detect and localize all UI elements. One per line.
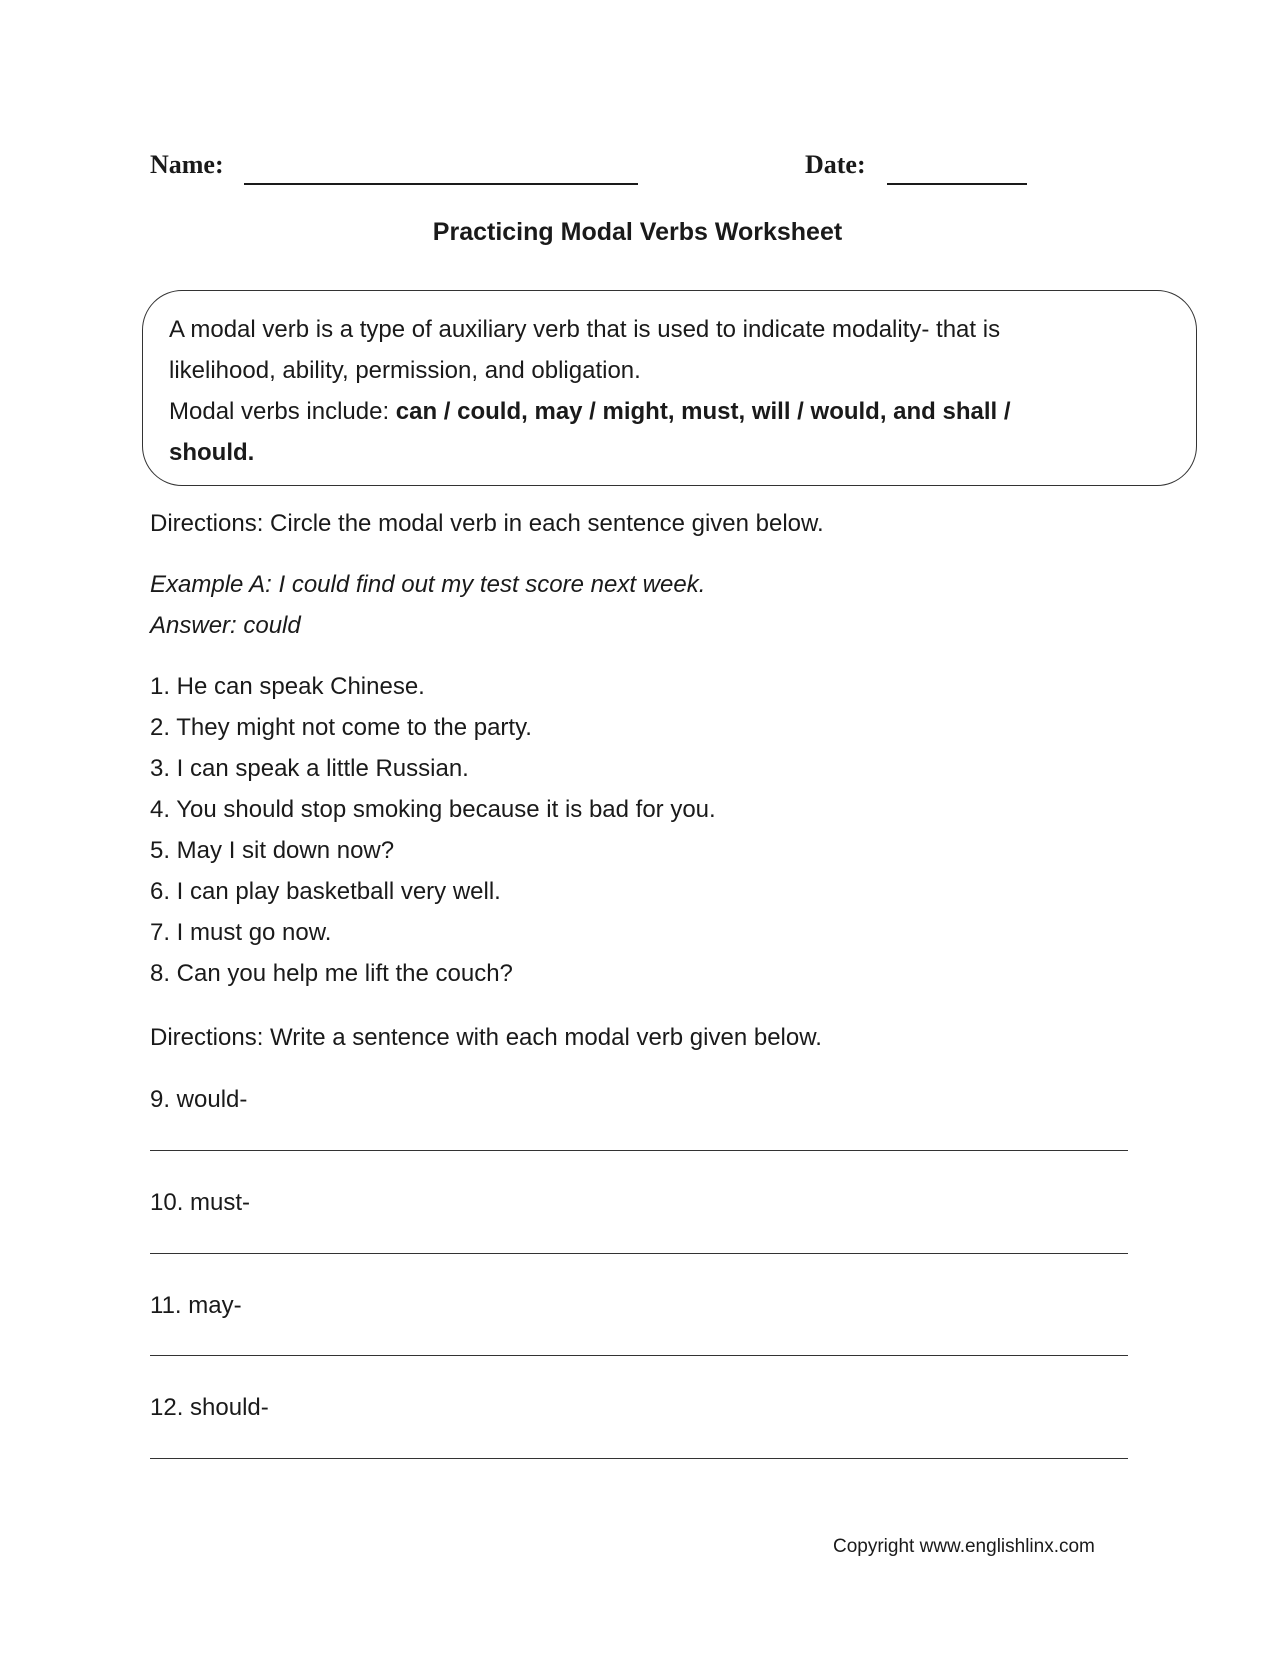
worksheet-title: Practicing Modal Verbs Worksheet (432, 218, 843, 246)
sentence-item: 2. They might not come to the party. (150, 714, 532, 741)
info-box (142, 290, 1197, 486)
directions-write: Directions: Write a sentence with each modal verb given below. (150, 1024, 822, 1051)
sentence-item: 8. Can you help me lift the couch? (150, 960, 513, 987)
sentence-item: 1. He can speak Chinese. (150, 673, 425, 700)
answer-line[interactable] (150, 1150, 1128, 1151)
name-label: Name: (150, 150, 224, 179)
write-item-would: 9. would- (150, 1086, 248, 1113)
info-line-3-prefix: Modal verbs include: (169, 398, 396, 425)
sentence-item: 6. I can play basketball very well. (150, 878, 501, 905)
answer-line[interactable] (150, 1253, 1128, 1254)
example-answer: Answer: could (150, 612, 301, 639)
sentence-item: 5. May I sit down now? (150, 837, 395, 864)
write-item-may: 11. may- (150, 1292, 242, 1319)
sentence-item: 4. You should stop smoking because it is bad for you. (150, 796, 716, 823)
name-field-line[interactable] (244, 183, 638, 185)
date-label: Date: (805, 150, 866, 179)
copyright-footer: Copyright www.englishlinx.com (833, 1536, 1095, 1557)
answer-line[interactable] (150, 1355, 1128, 1356)
write-item-should: 12. should- (150, 1394, 269, 1421)
modal-verbs-list-end: should. (169, 439, 255, 466)
info-line-4 (169, 432, 1170, 473)
info-line-1: A modal verb is a type of auxiliary verb that is used to indicate modality- that is (169, 316, 1001, 343)
answer-line[interactable] (150, 1458, 1128, 1459)
sentence-item: 7. I must go now. (150, 919, 332, 946)
example-sentence: Example A: I could find out my test score next week. (150, 571, 706, 598)
modal-verbs-list: can / could, may / might, must, will / would, and shall / (395, 398, 1011, 425)
header-row (0, 150, 1275, 190)
info-line-2: likelihood, ability, permission, and obligation. (169, 357, 641, 384)
directions-circle: Directions: Circle the modal verb in each sentence given below. (150, 510, 824, 537)
date-field-line[interactable] (887, 183, 1027, 185)
info-line-3 (169, 391, 1170, 432)
write-item-must: 10. must- (150, 1189, 251, 1216)
sentence-item: 3. I can speak a little Russian. (150, 755, 469, 782)
